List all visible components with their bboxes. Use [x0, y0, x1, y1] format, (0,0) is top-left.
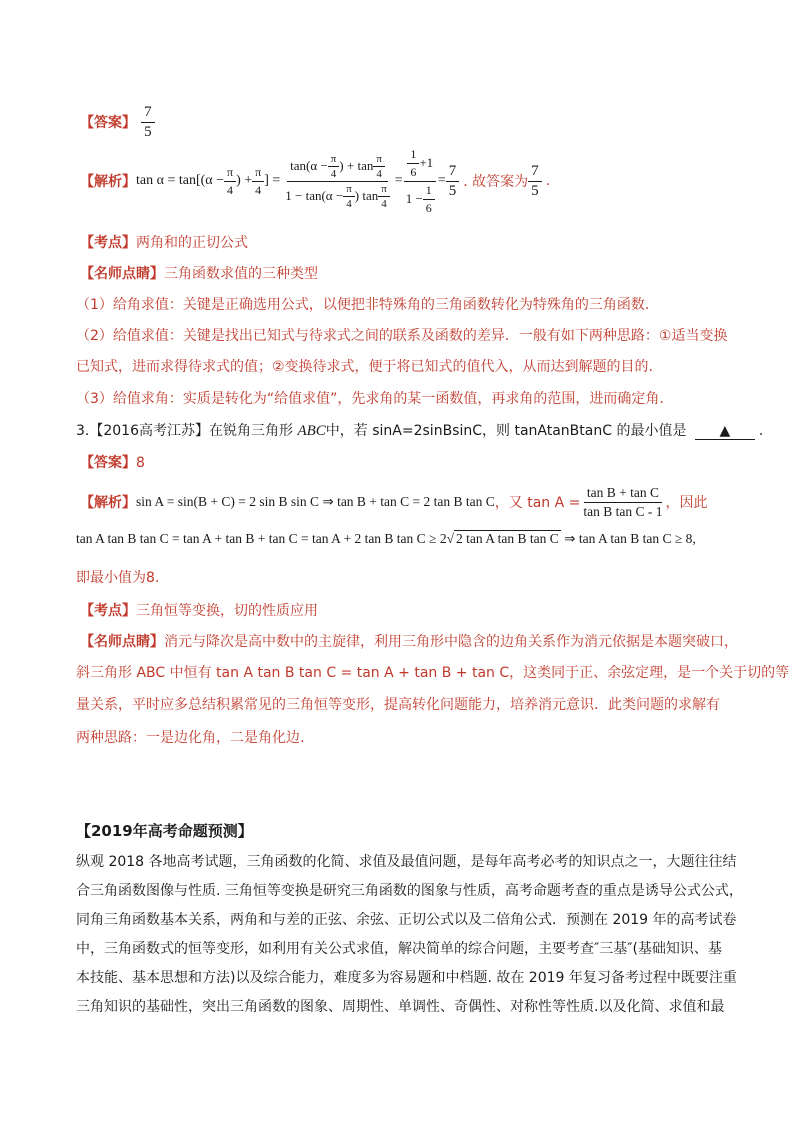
big-fraction: tan(α − $\frac{\pi}{4}$ ) + tan $\frac{\pi}{4}$ 1 − tan(α − $\frac{\pi}{4}$ ) tan $\frac{\pi}{4}$	[282, 153, 393, 210]
teacher-note-3-line-2: 斜三角形 ABC 中恒有 tan A tan B tan C = tan A + tan B + tan C，这类同于正、余弦定理，是一个关于切的等	[76, 665, 790, 681]
answer-block	[80, 104, 155, 141]
prediction-line-2: 合三角函数图像与性质. 三角恒等变换是研究三角函数的图象与性质，高考命题考查的重点是诱导公式公式，	[76, 883, 743, 899]
prediction-heading: 【2019年高考命题预测】	[76, 822, 253, 840]
sixth-fraction: $\frac{1}{6}$ +1 1 − $\frac{1}{6}$	[403, 147, 438, 216]
analysis-3-line-1: 【解析】 sin A = sin(B + C) = 2 sin B sin C ⇒ tan B + tan C = 2 tan B tan C ，又 tan A = $\frac{\text{tan B + tan C}}{\text{tan B tan C - 1}}$ ，因此	[80, 484, 708, 519]
point-3-line: 【考点】三角恒等变换，切的性质应用	[80, 603, 318, 619]
prediction-line-3: 同角三角函数基本关系，两角和与差的正弦、余弦、正切公式以及二倍角公式．预测在 2019 年的高考试卷	[76, 912, 737, 928]
teacher-note-title: 【名师点睛】三角函数求值的三种类型	[80, 266, 318, 282]
min-value-line: 即最小值为8.	[76, 570, 160, 586]
prediction-line-6: 三角知识的基础性，突出三角函数的图象、周期性、单调性、奇偶性、对称性等性质.以及化简、求值和最	[76, 999, 725, 1015]
question-3-stem: 3.【2016高考江苏】在锐角三角形 ABC中，若 sinA=2sinBsinC，则 tanAtanBtanC 的最小值是 ▲ .	[76, 423, 764, 439]
prediction-line-4: 中，三角函数式的恒等变形，如利用有关公式求值，解决简单的综合问题，主要考查″三基″(基础知识、基	[76, 941, 722, 957]
teacher-item-2: （2）给值求值：关键是找出已知式与待求式之间的联系及函数的差异．一般有如下两种思路：①适当变换	[76, 328, 728, 344]
analysis-formula: 【解析】 tan α = tan[(α − $\frac{\pi}{4}$ ) + $\frac{\pi}{4}$ ] = tan(α − $\frac{\pi}{4}$ ) + tan $\frac{\pi}{4}$ 1 − tan(α − $\frac{\pi}{4}$ ) tan $\frac{\pi}{4}$ = $\frac{1}{6}$ +1 1 − $\frac{1}{6}$ = $\frac{7}{5}$ . 故答案为 $\frac{7}{5}$ .	[80, 146, 551, 215]
prediction-line-1: 纵观 2018 各地高考试题，三角函数的化简、求值及最值问题，是每年高考必考的知识点之一，大题往往结	[76, 854, 737, 870]
teacher-note-3: 【名师点睛】消元与降次是高中数中的主旋律，利用三角形中隐含的边角关系作为消元依据是本题突破口，	[80, 634, 738, 650]
answer-blank[interactable]: ▲	[695, 423, 755, 440]
teacher-note-3-line-3: 量关系，平时应多总结积累常见的三角恒等变形，提高转化问题能力，培养消元意识．此类问题的求解有	[76, 697, 720, 713]
teacher-item-2-cont: 已知式，进而求得待求式的值；②变换待求式，便于将已知式的值代入，从而达到解题的目的.	[76, 359, 653, 375]
tan-a-fraction: $\frac{\text{tan B + tan C}}{\text{tan B tan C - 1}}$	[583, 484, 663, 519]
answer-3-line: 【答案】8	[80, 455, 145, 471]
teacher-note-3-line-4: 两种思路：一是边化角，二是角化边.	[76, 730, 305, 746]
analysis-tag: 【解析】	[80, 174, 136, 190]
answer-fraction: $\frac{7}{5}$	[141, 104, 155, 141]
analysis-3-line-2: tan A tan B tan C = tan A + tan B + tan C = tan A + 2 tan B tan C ≥ 2√ 2 tan A tan B tan C ⇒ tan A tan B tan C ≥ 8,	[76, 531, 696, 546]
answer-tag: 【答案】	[80, 115, 136, 131]
prediction-line-5: 本技能、基本思想和方法)以及综合能力，难度多为容易题和中档题. 故在 2019 年复习备考过程中既要注重	[76, 970, 737, 986]
teacher-item-1: （1）给角求值：关键是正确选用公式，以便把非特殊角的三角函数转化为特殊角的三角函数.	[76, 297, 650, 313]
teacher-item-3: （3）给值求角：实质是转化为“给值求值”，先求角的某一函数值，再求角的范围，进而确定角.	[76, 391, 664, 407]
point-line: 【考点】两角和的正切公式	[80, 235, 248, 251]
